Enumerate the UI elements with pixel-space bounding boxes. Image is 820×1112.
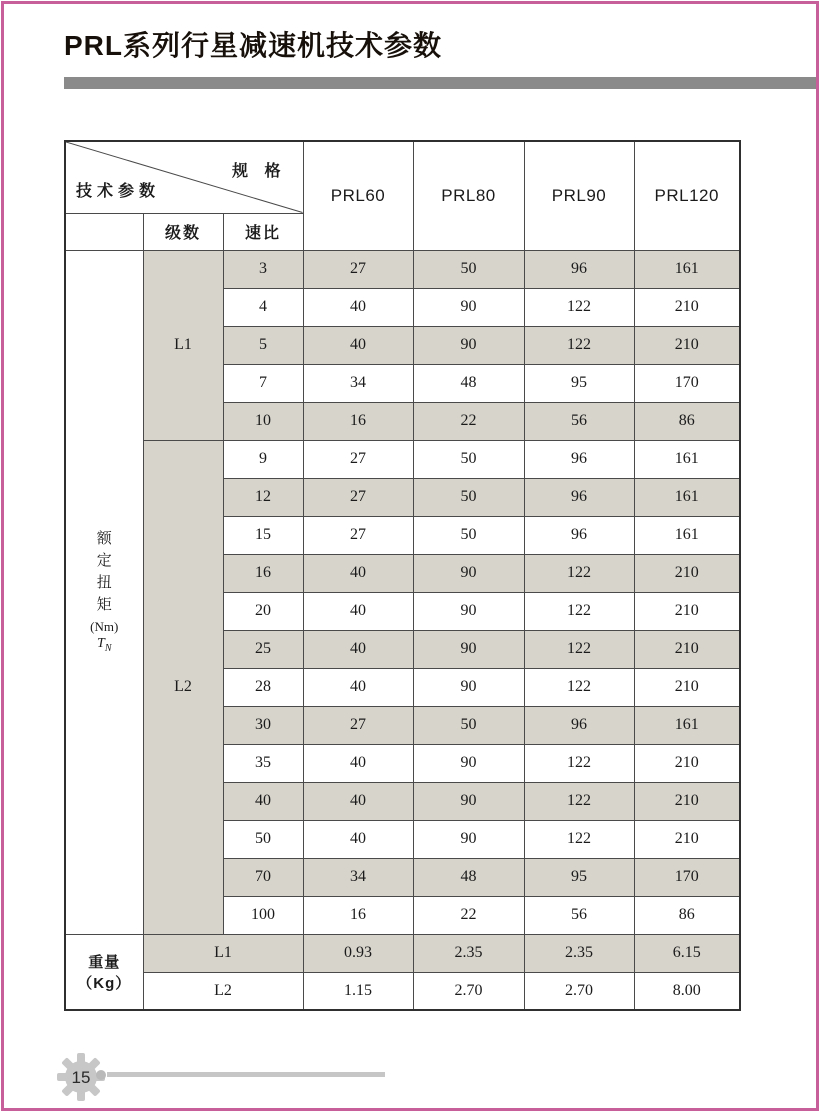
torque-label-vertical: 额定扭矩 <box>96 529 112 613</box>
weight-value-cell: 2.35 <box>524 934 634 972</box>
column-header-prl80: PRL80 <box>413 141 524 250</box>
ratio-cell: 30 <box>223 706 303 744</box>
value-cell: 50 <box>413 516 524 554</box>
value-cell: 50 <box>413 706 524 744</box>
value-cell: 210 <box>634 554 740 592</box>
ratio-cell: 28 <box>223 668 303 706</box>
column-header-prl60: PRL60 <box>303 141 413 250</box>
ratio-cell: 10 <box>223 402 303 440</box>
value-cell: 22 <box>413 402 524 440</box>
header-row-1 <box>65 141 740 213</box>
value-cell: 122 <box>524 592 634 630</box>
title-underline-bar <box>64 77 816 89</box>
value-cell: 122 <box>524 744 634 782</box>
value-cell: 210 <box>634 630 740 668</box>
footer-decorative-line <box>107 1072 385 1077</box>
weight-value-cell: 8.00 <box>634 972 740 1010</box>
ratio-cell: 9 <box>223 440 303 478</box>
value-cell: 16 <box>303 896 413 934</box>
value-cell: 210 <box>634 592 740 630</box>
value-cell: 170 <box>634 858 740 896</box>
weight-value-cell: 2.70 <box>413 972 524 1010</box>
value-cell: 90 <box>413 630 524 668</box>
value-cell: 50 <box>413 250 524 288</box>
footer-line-dot <box>96 1070 106 1080</box>
value-cell: 96 <box>524 706 634 744</box>
weight-value-cell: 2.35 <box>413 934 524 972</box>
value-cell: 27 <box>303 516 413 554</box>
ratio-cell: 16 <box>223 554 303 592</box>
value-cell: 95 <box>524 364 634 402</box>
value-cell: 210 <box>634 744 740 782</box>
weight-value-cell: 6.15 <box>634 934 740 972</box>
value-cell: 34 <box>303 364 413 402</box>
value-cell: 86 <box>634 896 740 934</box>
value-cell: 122 <box>524 630 634 668</box>
value-cell: 27 <box>303 250 413 288</box>
value-cell: 50 <box>413 478 524 516</box>
value-cell: 40 <box>303 326 413 364</box>
table-row <box>65 250 740 288</box>
value-cell: 40 <box>303 592 413 630</box>
value-cell: 122 <box>524 668 634 706</box>
column-header-prl120: PRL120 <box>634 141 740 250</box>
value-cell: 161 <box>634 706 740 744</box>
value-cell: 40 <box>303 288 413 326</box>
value-cell: 56 <box>524 896 634 934</box>
value-cell: 27 <box>303 706 413 744</box>
value-cell: 40 <box>303 820 413 858</box>
value-cell: 90 <box>413 782 524 820</box>
value-cell: 210 <box>634 668 740 706</box>
value-cell: 96 <box>524 250 634 288</box>
tech-params-corner-label: 技术参数 <box>76 182 161 200</box>
value-cell: 90 <box>413 592 524 630</box>
torque-symbol: $T_N$ <box>97 635 112 654</box>
weight-value-cell: 1.15 <box>303 972 413 1010</box>
value-cell: 16 <box>303 402 413 440</box>
value-cell: 40 <box>303 668 413 706</box>
value-cell: 96 <box>524 440 634 478</box>
value-cell: 50 <box>413 440 524 478</box>
value-cell: 27 <box>303 440 413 478</box>
value-cell: 40 <box>303 630 413 668</box>
ratio-cell: 12 <box>223 478 303 516</box>
ratio-cell: 100 <box>223 896 303 934</box>
value-cell: 56 <box>524 402 634 440</box>
value-cell: 90 <box>413 288 524 326</box>
torque-unit: (Nm) <box>90 618 119 634</box>
value-cell: 40 <box>303 554 413 592</box>
value-cell: 122 <box>524 288 634 326</box>
weight-row <box>65 972 740 1010</box>
value-cell: 90 <box>413 820 524 858</box>
ratio-cell: 20 <box>223 592 303 630</box>
weight-row <box>65 934 740 972</box>
value-cell: 22 <box>413 896 524 934</box>
weight-stage-cell: L2 <box>143 972 303 1010</box>
ratio-cell: 70 <box>223 858 303 896</box>
table-row <box>65 440 740 478</box>
value-cell: 48 <box>413 364 524 402</box>
value-cell: 90 <box>413 554 524 592</box>
value-cell: 48 <box>413 858 524 896</box>
ratio-cell: 25 <box>223 630 303 668</box>
value-cell: 27 <box>303 478 413 516</box>
value-cell: 40 <box>303 744 413 782</box>
value-cell: 161 <box>634 478 740 516</box>
value-cell: 122 <box>524 820 634 858</box>
value-cell: 161 <box>634 250 740 288</box>
value-cell: 161 <box>634 516 740 554</box>
ratio-cell: 7 <box>223 364 303 402</box>
value-cell: 90 <box>413 744 524 782</box>
value-cell: 86 <box>634 402 740 440</box>
value-cell: 161 <box>634 440 740 478</box>
ratio-cell: 35 <box>223 744 303 782</box>
value-cell: 210 <box>634 326 740 364</box>
value-cell: 210 <box>634 782 740 820</box>
stage-cell-l1: L1 <box>143 250 223 440</box>
column-header-prl90: PRL90 <box>524 141 634 250</box>
value-cell: 122 <box>524 782 634 820</box>
value-cell: 40 <box>303 782 413 820</box>
ratio-cell: 50 <box>223 820 303 858</box>
value-cell: 210 <box>634 820 740 858</box>
stage-cell-l2: L2 <box>143 440 223 934</box>
value-cell: 96 <box>524 516 634 554</box>
stage-header: 级数 <box>143 213 223 250</box>
ratio-cell: 4 <box>223 288 303 326</box>
value-cell: 95 <box>524 858 634 896</box>
value-cell: 122 <box>524 326 634 364</box>
value-cell: 90 <box>413 668 524 706</box>
value-cell: 90 <box>413 326 524 364</box>
weight-label-cell: 重量（Kg） <box>65 934 143 1010</box>
value-cell: 34 <box>303 858 413 896</box>
spec-table <box>64 140 741 1011</box>
diagonal-header-cell <box>65 141 303 213</box>
ratio-header: 速比 <box>223 213 303 250</box>
weight-stage-cell: L1 <box>143 934 303 972</box>
empty-header-cell <box>65 213 143 250</box>
weight-value-cell: 0.93 <box>303 934 413 972</box>
value-cell: 210 <box>634 288 740 326</box>
torque-label-cell <box>65 250 143 934</box>
weight-value-cell: 2.70 <box>524 972 634 1010</box>
ratio-cell: 15 <box>223 516 303 554</box>
ratio-cell: 5 <box>223 326 303 364</box>
value-cell: 96 <box>524 478 634 516</box>
page-number: 15 <box>71 1068 91 1087</box>
ratio-cell: 40 <box>223 782 303 820</box>
ratio-cell: 3 <box>223 250 303 288</box>
value-cell: 170 <box>634 364 740 402</box>
page-title: PRL系列行星减速机技术参数 <box>64 30 443 61</box>
spec-corner-label: 规 格 <box>232 163 287 180</box>
value-cell: 122 <box>524 554 634 592</box>
table-body <box>65 250 740 1010</box>
